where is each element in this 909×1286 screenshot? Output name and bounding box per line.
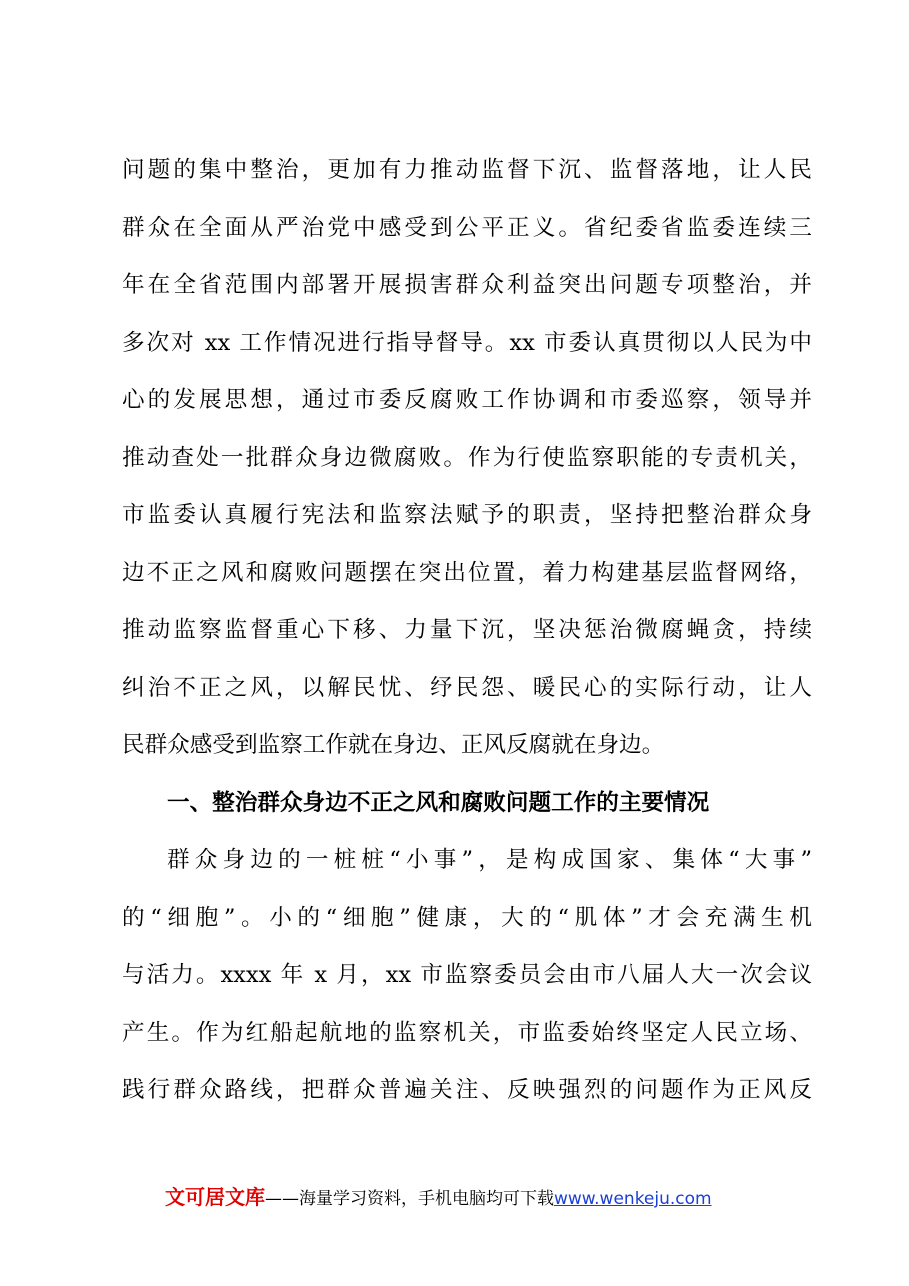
paragraph-2-line-2: 的“细胞”。小的“细胞”健康，大的“肌体”才会充满生机 [122, 904, 812, 931]
footer-brand: 文可居文库 [165, 1185, 265, 1209]
section-heading: 一、整治群众身边不正之风和腐败问题工作的主要情况 [167, 789, 710, 816]
paragraph-1-line-10: 纠治不正之风，以解民忧、纾民怨、暖民心的实际行动，让人 [122, 674, 812, 701]
paragraph-1-line-4: 多次对 xx 工作情况进行指导督导。xx 市委认真贯彻以人民为中 [122, 329, 812, 356]
paragraph-2-line-4: 产生。作为红船起航地的监察机关，市监委始终坚定人民立场、 [122, 1019, 812, 1046]
paragraph-1-line-11: 民群众感受到监察工作就在身边、正风反腐就在身边。 [122, 732, 665, 758]
paragraph-1-line-7: 市监委认真履行宪法和监察法赋予的职责，坚持把整治群众身 [122, 502, 812, 528]
paragraph-2-line-5: 践行群众路线，把群众普遍关注、反映强烈的问题作为正风反 [122, 1077, 812, 1103]
footer-tagline: ——海量学习资料，手机电脑均可下载 [265, 1189, 554, 1209]
paragraph-2-line-3: 与活力。xxxx 年 x 月，xx 市监察委员会由市八届人大一次会议 [122, 962, 812, 988]
paragraph-1-line-5: 心的发展思想，通过市委反腐败工作协调和市委巡察，领导并 [122, 387, 812, 413]
document-body [122, 152, 812, 1130]
paragraph-1-line-2: 群众在全面从严治党中感受到公平正义。省纪委省监委连续三 [122, 214, 812, 241]
paragraph-1-line-1: 问题的集中整治，更加有力推动监督下沉、监督落地，让人民 [122, 157, 812, 183]
paragraph-1-line-9: 推动监察监督重心下移、力量下沉，坚决惩治微腐蝇贪，持续 [122, 617, 812, 643]
paragraph-1-line-6: 推动查处一批群众身边微腐败。作为行使监察职能的专责机关， [122, 444, 812, 471]
footer-banner [165, 1183, 712, 1211]
paragraph-1-line-3: 年在全省范围内部署开展损害群众利益突出问题专项整治，并 [122, 272, 812, 298]
paragraph-2-line-1: 群众身边的一桩桩“小事”，是构成国家、集体“大事” [167, 847, 812, 873]
paragraph-1-line-8: 边不正之风和腐败问题摆在突出位置，着力构建基层监督网络， [122, 559, 812, 586]
footer-url-link[interactable]: www.wenkeju.com [554, 1189, 712, 1209]
